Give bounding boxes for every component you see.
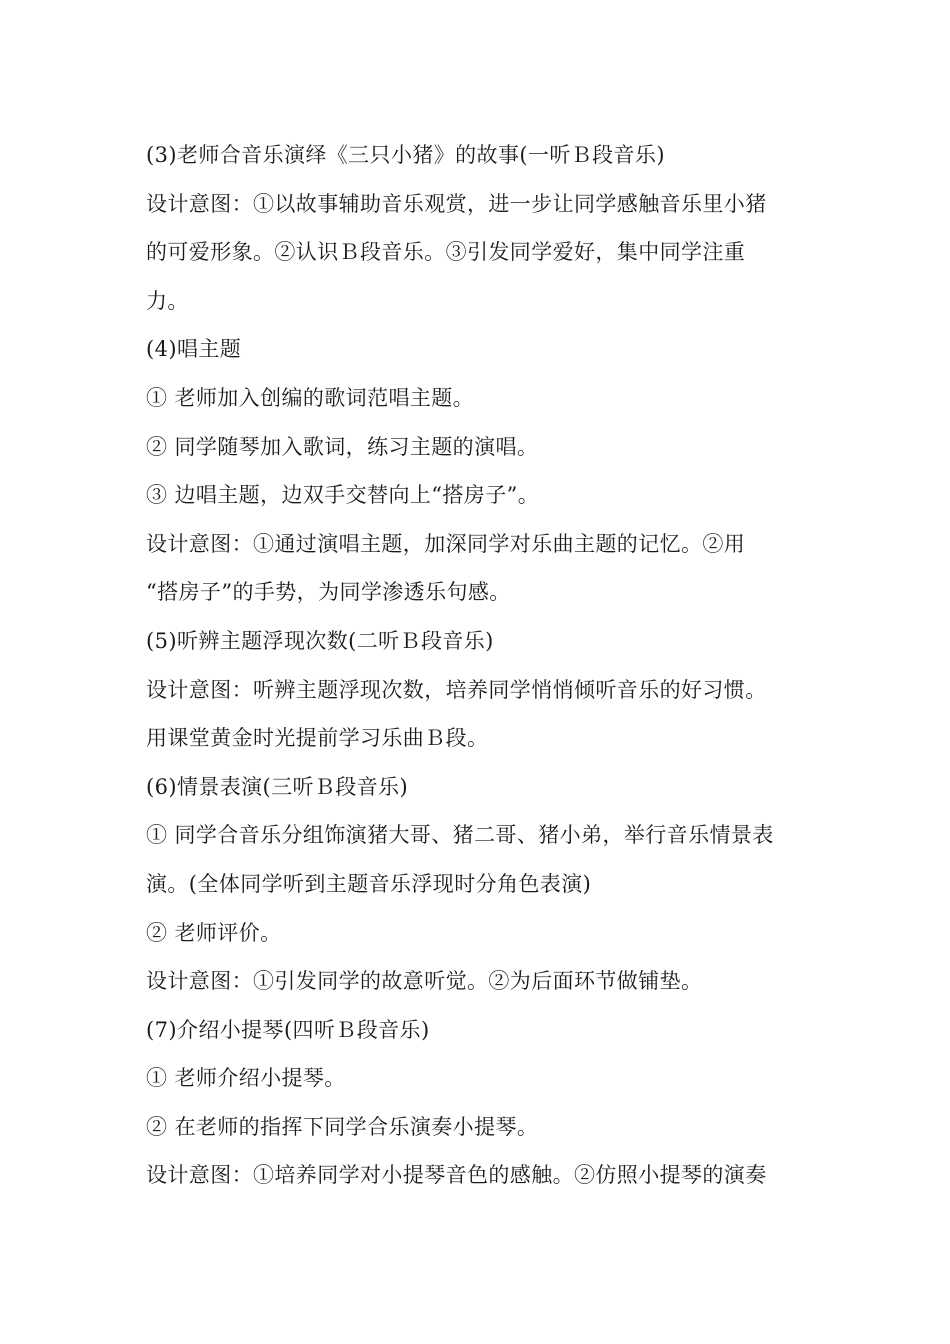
- paragraph-line: 演。(全体同学听到主题音乐浮现时分角色表演): [146, 871, 592, 896]
- list-item: ② 同学随琴加入歌词，练习主题的演唱。: [146, 434, 539, 459]
- paragraph-line: 的可爱形象。②认识Ｂ段音乐。③引发同学爱好，集中同学注重: [146, 240, 746, 265]
- section-heading-6: (6)情景表演(三听Ｂ段音乐): [146, 774, 409, 799]
- section-heading-7: (7)介绍小提琴(四听Ｂ段音乐): [146, 1017, 430, 1042]
- list-item: ② 老师评价。: [146, 920, 282, 945]
- list-item: ② 在老师的指挥下同学合乐演奏小提琴。: [146, 1114, 539, 1139]
- list-item: ① 老师加入创编的歌词范唱主题。: [146, 385, 475, 410]
- section-heading-3: (3)老师合音乐演绎《三只小猪》的故事(一听Ｂ段音乐): [146, 143, 665, 167]
- list-item: ① 老师介绍小提琴。: [146, 1066, 346, 1091]
- paragraph-line: 用课堂黄金时光提前学习乐曲Ｂ段。: [146, 726, 489, 751]
- design-intent-paragraph: 设计意图：①以故事辅助音乐观赏，进一步让同学感触音乐里小猪: [146, 191, 767, 216]
- list-item: ① 同学合音乐分组饰演猪大哥、猪二哥、猪小弟，举行音乐情景表: [146, 823, 774, 848]
- design-intent-paragraph: 设计意图：①培养同学对小提琴音色的感触。②仿照小提琴的演奏: [146, 1163, 767, 1188]
- design-intent-paragraph: 设计意图：听辨主题浮现次数，培养同学悄悄倾听音乐的好习惯。: [146, 677, 767, 702]
- section-heading-4: (4)唱主题: [146, 337, 242, 362]
- document-body: [146, 131, 808, 1200]
- list-item: ③ 边唱主题，边双手交替向上“搭房子”。: [146, 483, 540, 508]
- design-intent-paragraph: 设计意图：①引发同学的故意听觉。②为后面环节做铺垫。: [146, 969, 703, 994]
- paragraph-line: 力。: [146, 288, 189, 313]
- section-heading-5: (5)听辨主题浮现次数(二听Ｂ段音乐): [146, 628, 494, 653]
- paragraph-line: “搭房子”的手势，为同学渗透乐句感。: [146, 580, 511, 605]
- design-intent-paragraph: 设计意图：①通过演唱主题，加深同学对乐曲主题的记忆。②用: [146, 531, 746, 556]
